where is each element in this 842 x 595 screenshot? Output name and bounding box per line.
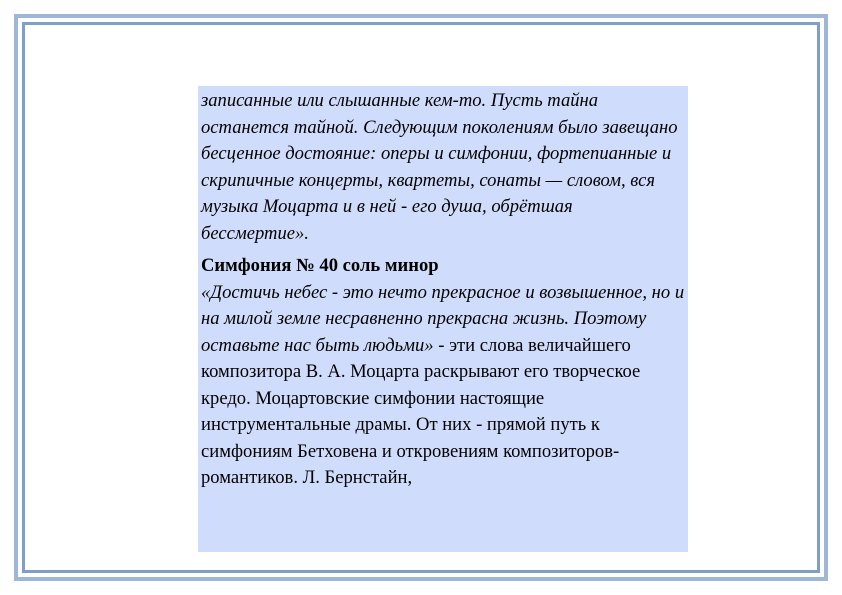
body-text: - эти слова величайшего композитора В. А. Моцарта раскрывают его творческое кредо. Моцартовские симфонии настоящие инструментальные драмы. От них - прямой путь к симфониям Бетховена и откровениям композиторов-романтиков. Л. Бернстайн, — [201, 334, 641, 488]
quote-italic: «Достичь небес - это нечто прекрасное и возвышенное, но и на милой земле несравненно прекрасна жизнь. Поэтому оставьте нас быть людьми» — [201, 281, 685, 356]
body-paragraph — [201, 280, 685, 492]
section-title: Симфония № 40 соль минор — [201, 255, 439, 276]
quote-ending-paragraph: записанные или слышанные кем-то. Пусть тайна останется тайной. Следующим поколениям было завещано бесценное достояние: оперы и симфонии, фортепианные и скрипичные концерты, квартеты, сонаты — словом, вся музыка Моцарта и в ней - его душа, обрётшая бессмертие». — [201, 90, 678, 244]
text-box — [198, 86, 688, 552]
